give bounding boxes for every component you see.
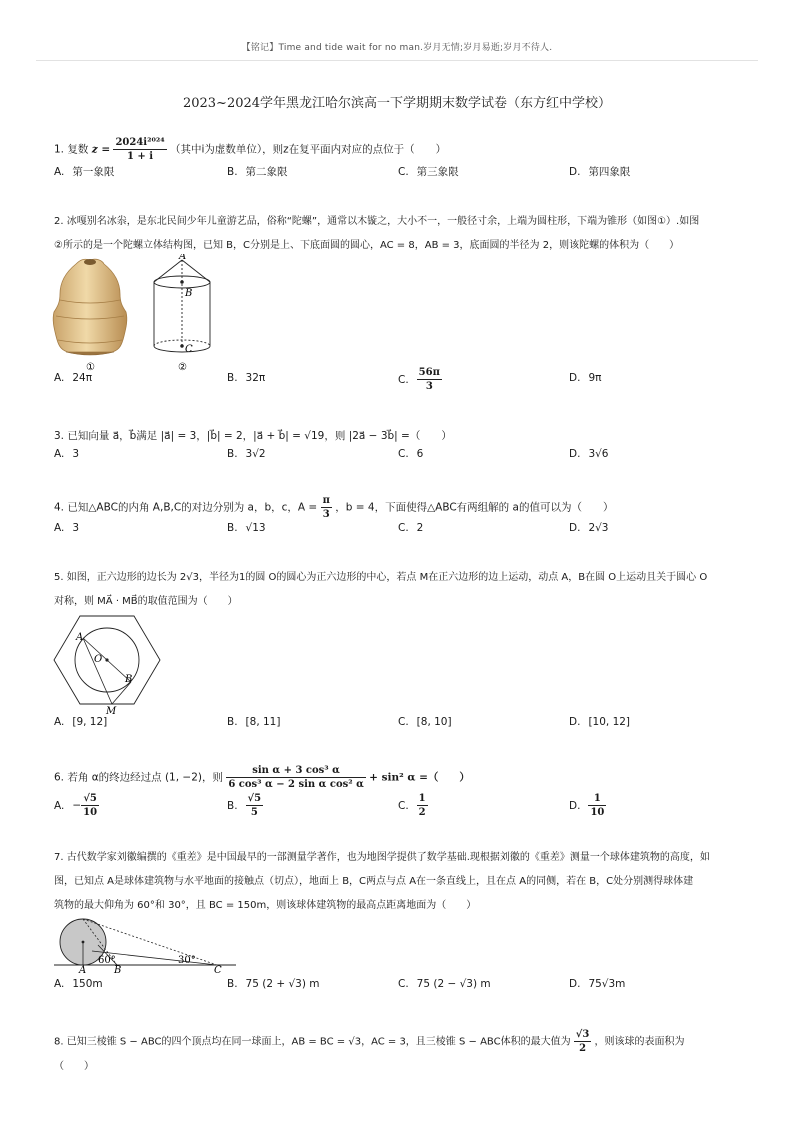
question-2-line-2: ②所示的是一个陀螺立体结构图，已知 B，C分别是上、下底面圆的圆心，AC = 8，AB = 3，底面圆的半径为 2，则该陀螺的体积为（ ） <box>54 240 680 251</box>
figure-label-a: A <box>76 632 84 643</box>
question-2-option-a[interactable]: A. 24π <box>54 372 93 384</box>
question-7-option-c[interactable]: C. 75 (2 − √3) m <box>398 978 491 990</box>
question-4-option-d[interactable]: D. 2√3 <box>569 522 609 534</box>
question-7-option-b[interactable]: B. 75 (2 + √3) m <box>227 978 320 990</box>
question-6-option-d[interactable]: D. $\frac{1}{10}$ <box>569 793 605 818</box>
figure-label-c: C <box>214 965 222 974</box>
question-1-option-b[interactable]: B. 第二象限 <box>227 166 288 178</box>
question-1-fraction <box>113 136 166 163</box>
hexagon-circle-diagram <box>52 612 162 716</box>
figure-angle-30: 30° <box>178 955 196 966</box>
question-2-option-d[interactable]: D. 9π <box>569 372 602 384</box>
question-2-figure <box>52 254 232 376</box>
question-2-options <box>54 367 754 394</box>
figure-label-b: B <box>125 674 133 685</box>
question-3-option-d[interactable]: D. 3√6 <box>569 448 609 460</box>
question-5-stem: 5. 如图，正六边形的边长为 2√3，半径为1的圆 O的圆心为正六边形的中心，若点 M在正六边形的边上运动，动点 A，B在圆 O上运动且关于圆心 O 对称，则 MA⃗ · MB⃗的取值范围为（ ） <box>54 572 708 607</box>
question-7-option-d[interactable]: D. 75√3m <box>569 978 626 990</box>
figure-label-c: C <box>185 344 193 355</box>
question-8-fraction: $\frac{√3}{2}$ <box>575 1029 590 1054</box>
page-title: 2023~2024学年黑龙江哈尔滨高一下学期期末数学试卷（东方红中学校） <box>182 96 612 111</box>
question-6-option-c[interactable]: C. $\frac{1}{2}$ <box>398 793 426 818</box>
question-6-fraction: $\frac{\text{sin α + 3 cos³ α}}{\text{6 cos³ α − 2 sin α cos² α}}$ <box>228 765 364 790</box>
figure-label-m: M <box>106 706 117 716</box>
question-1-denominator: 1 + i <box>126 151 154 162</box>
figure-label-a: A <box>179 254 187 262</box>
header-divider <box>36 60 758 61</box>
question-4-option-a[interactable]: A. 3 <box>54 522 80 534</box>
question-4-option-b[interactable]: B. √13 <box>227 522 266 534</box>
question-7-options <box>54 978 754 1000</box>
wooden-top-photo <box>53 259 127 355</box>
figure-caption-2: ② <box>178 362 187 373</box>
sphere-building-diagram <box>52 912 242 974</box>
question-3-stem: 3. 已知向量 a⃗，b⃗满足 |a⃗| = 3，|b⃗| = 2，|a⃗ + b⃗| = √19，则 |2a⃗ − 3b⃗| =（ ） <box>54 430 452 442</box>
figure-label-b: B <box>114 965 122 974</box>
question-3-option-b[interactable]: B. 3√2 <box>227 448 266 460</box>
question-5-figure <box>52 612 162 716</box>
question-1-options <box>54 164 754 186</box>
header-motto: 【铭记】Time and tide wait for no man.岁月无情;岁月易逝;岁月不待人. <box>241 43 553 53</box>
figure-label-o: O <box>94 654 103 665</box>
question-1-option-d[interactable]: D. 第四象限 <box>569 166 631 178</box>
figure-label-b: B <box>185 288 193 299</box>
question-3-option-c[interactable]: C. 6 <box>398 448 424 460</box>
question-5-options <box>54 716 754 738</box>
question-4-stem: 4. 已知△ABC的内角 A,B,C的对边分别为 a，b，c，A = $\frac{\pi}{3}$ ，b = 4，下面使得△ABC有两组解的 a的值可以为（ ） <box>54 495 614 520</box>
question-5-option-c[interactable]: C. [8, 10] <box>398 716 452 728</box>
question-5-option-d[interactable]: D. [10, 12] <box>569 716 631 728</box>
question-4-options <box>54 522 754 544</box>
spinning-top-illustrations <box>52 254 232 376</box>
question-1-suffix: （其中i为虚数单位），则z在复平面内对应的点位于（ ） <box>169 143 447 156</box>
question-8-stem: 8. 已知三棱锥 S − ABC的四个顶点均在同一球面上，AB = BC = √3，AC = 3，且三棱锥 S − ABC体积的最大值为 $\frac{√3}{2}$ ，则该球的表面积为 （ ） <box>54 1029 685 1072</box>
question-1-option-c[interactable]: C. 第三象限 <box>398 166 459 178</box>
question-5-option-a[interactable]: A. [9, 12] <box>54 716 108 728</box>
question-4-option-c[interactable]: C. 2 <box>398 522 424 534</box>
question-6-option-b[interactable]: B. $\frac{√5}{5}$ <box>227 793 262 818</box>
question-3-options <box>54 448 754 470</box>
cylinder-cone-diagram <box>154 260 210 352</box>
question-2-stem <box>54 210 744 258</box>
question-1-variable: z = <box>91 143 111 156</box>
figure-angle-60: 60° <box>98 955 116 966</box>
question-1-option-a[interactable]: A. 第一象限 <box>54 166 115 178</box>
question-6-option-a[interactable]: A. − $\frac{√5}{10}$ <box>54 793 98 818</box>
question-2-option-c[interactable]: C. $\frac{56\pi}{3}$ <box>398 367 440 392</box>
question-5-option-b[interactable]: B. [8, 11] <box>227 716 281 728</box>
question-7-figure <box>52 912 242 974</box>
question-2-line-1: 2. 冰嘎别名冰尜，是东北民间少年儿童游艺品，俗称“陀螺”，通常以木镟之，大小不一，一般径寸余，上端为圆柱形，下端为锥形（如图①）.如图 <box>54 216 700 227</box>
question-2-option-b[interactable]: B. 32π <box>227 372 266 384</box>
question-7-stem: 7. 古代数学家刘徽编撰的《重差》是中国最早的一部测量学著作，也为地图学提供了数学基础.现根据刘徽的《重差》测量一个球体建筑物的高度，如 图，已知点 A是球体建筑物与水平地面的接触点（切点），地面上 B，C两点与点 A在一条直线上，且在点 A的同侧，若在 B，C处分别测得球体建 筑物的最大仰角为 60°和 30°，且 BC = 150m，则该球体建筑物的最高点距离地面为（ ） <box>54 852 710 911</box>
question-1-prefix: 1. 复数 <box>54 143 89 156</box>
figure-label-a: A <box>79 965 87 974</box>
question-1-stem <box>54 136 744 163</box>
figure-caption-1: ① <box>86 362 95 373</box>
question-4-fraction: $\frac{\pi}{3}$ <box>322 495 330 520</box>
question-3-option-a[interactable]: A. 3 <box>54 448 80 460</box>
question-6-stem: 6. 若角 α的终边经过点 (1, −2)，则 $\frac{\text{sin α + 3 cos³ α}}{\text{6 cos³ α − 2 sin α cos² α}}$ + sin² α =（ ） <box>54 765 470 790</box>
question-6-options <box>54 792 754 822</box>
question-1-numerator: 2024i²⁰²⁴ <box>115 137 165 148</box>
question-7-option-a[interactable]: A. 150m <box>54 978 103 990</box>
